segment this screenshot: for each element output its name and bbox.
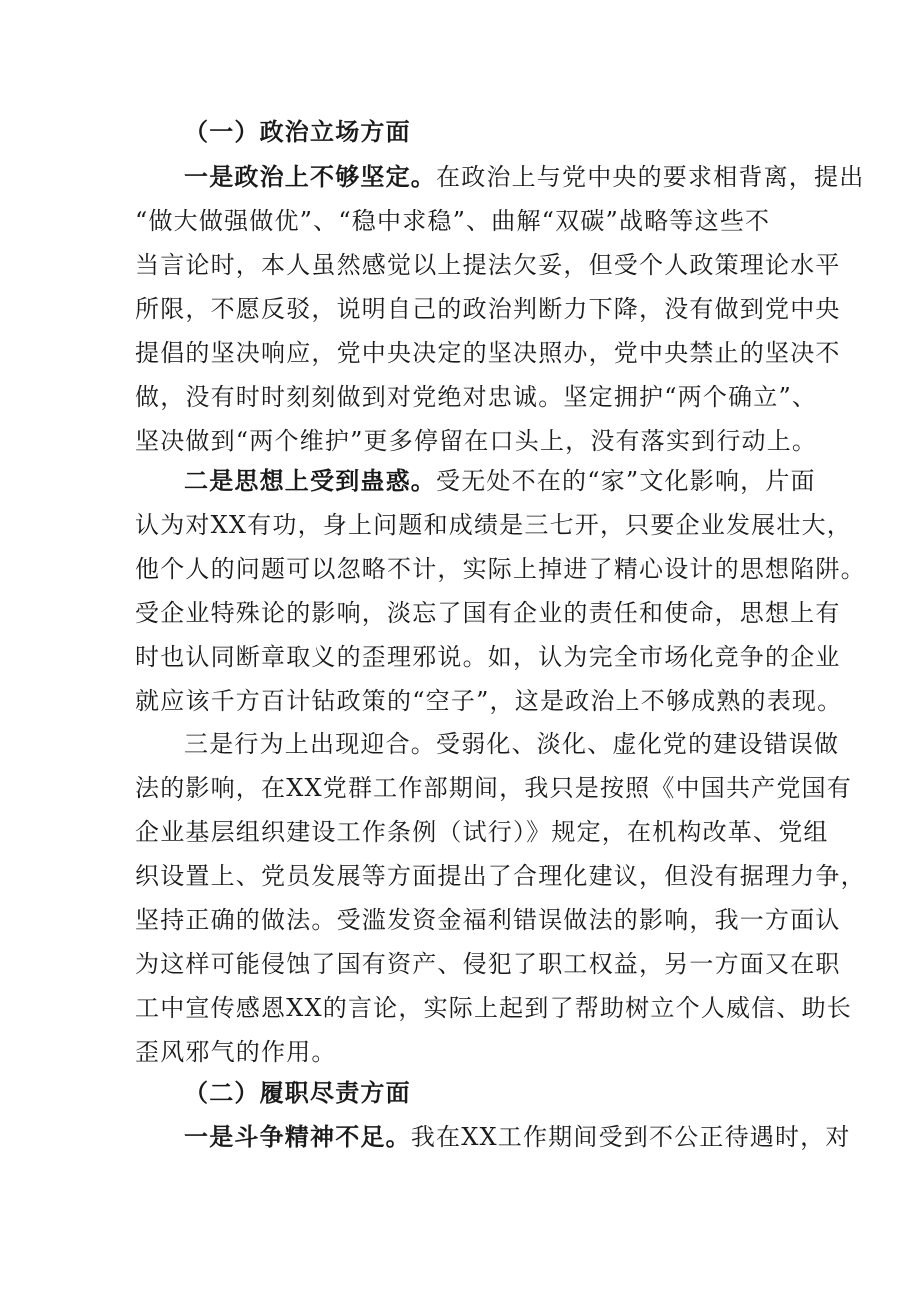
paragraph-line <box>184 155 865 199</box>
paragraph-text: 受无处不在的“家”文化影响，片面 <box>436 467 816 495</box>
section-heading-political-stance: （一）政治立场方面 <box>184 117 411 146</box>
paragraph-lead: 二是思想上受到蛊惑。 <box>184 466 436 495</box>
paragraph-line <box>184 459 816 503</box>
paragraph-line: 所限，不愿反驳，说明自己的政治判断力下降，没有做到党中央 <box>135 295 841 323</box>
paragraph-text: 我在XX工作期间受到不公正待遇时，对 <box>410 1123 851 1151</box>
paragraph-line: 当言论时，本人虽然感觉以上提法欠妥，但受个人政策理论水平 <box>135 251 841 279</box>
paragraph-line: 时也认同断章取义的歪理邪说。如，认为完全市场化竞争的企业 <box>135 643 841 671</box>
section-heading-duty-performance: （二）履职尽责方面 <box>184 1078 411 1107</box>
paragraph-line: 受企业特殊论的影响，淡忘了国有企业的责任和使命，思想上有 <box>135 599 841 627</box>
paragraph-line: “做大做强做优”、“稳中求稳”、曲解“双碳”战略等这些不 <box>135 207 771 235</box>
paragraph-line: 企业基层组织建设工作条例（试行）》规定，在机构改革、党组 <box>135 818 829 846</box>
paragraph-lead: 一是政治上不够坚定。 <box>184 162 436 191</box>
paragraph-line: 做，没有时时刻刻做到对党绝对忠诚。坚定拥护“两个确立”、 <box>135 383 818 411</box>
paragraph-line <box>184 1115 851 1159</box>
paragraph-line: 坚持正确的做法。受滥发资金福利错误做法的影响，我一方面认 <box>135 906 841 934</box>
paragraph-line: 歪风邪气的作用。 <box>135 1038 337 1066</box>
paragraph-line: 就应该千方百计钻政策的“空子”，这是政治上不够成熟的表现。 <box>135 687 843 715</box>
paragraph-line: 法的影响，在XX党群工作部期间，我只是按照《中国共产党国有 <box>135 774 852 802</box>
paragraph-line: 工中宣传感恩XX的言论，实际上起到了帮助树立个人威信、助长 <box>135 994 852 1022</box>
paragraph-line: 为这样可能侵蚀了国有资产、侵犯了职工权益，另一方面又在职 <box>135 950 841 978</box>
paragraph-line: 认为对XX有功，身上问题和成绩是三七开，只要企业发展壮大， <box>135 511 852 539</box>
paragraph-lead: 一是斗争精神不足。 <box>184 1122 411 1151</box>
paragraph-line: 坚决做到“两个维护”更多停留在口头上，没有落实到行动上。 <box>135 427 818 455</box>
paragraph-line: 提倡的坚决响应，党中央决定的坚决照办，党中央禁止的坚决不 <box>135 339 841 367</box>
paragraph-text: 在政治上与党中央的要求相背离，提出 <box>436 163 865 191</box>
paragraph-line: 织设置上、党员发展等方面提出了合理化建议，但没有据理力争， <box>135 862 866 890</box>
paragraph-line: 三是行为上出现迎合。受弱化、淡化、虚化党的建设错误做 <box>184 730 840 758</box>
paragraph-line: 他个人的问题可以忽略不计，实际上掉进了精心设计的思想陷阱。 <box>135 555 866 583</box>
